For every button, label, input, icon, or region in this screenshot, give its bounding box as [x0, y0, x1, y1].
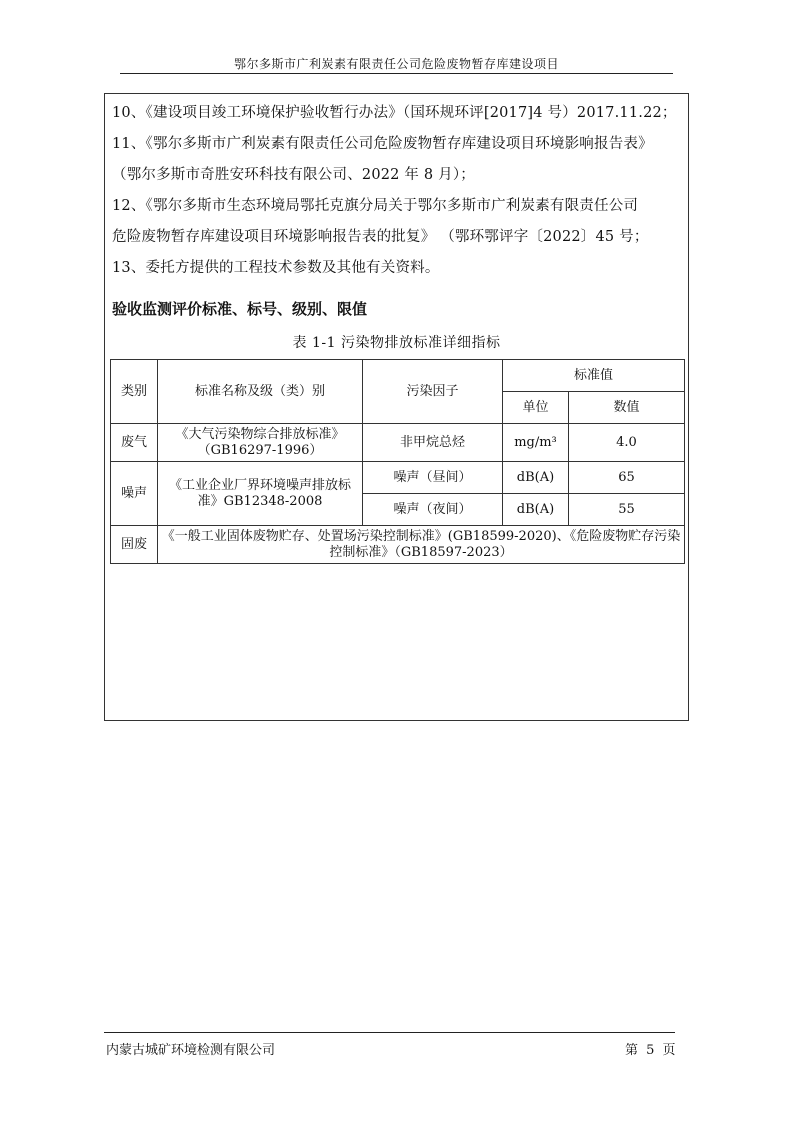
header-limit: 标准值	[503, 360, 685, 392]
footer-divider	[104, 1032, 675, 1033]
footer-company: 内蒙古城矿环境检测有限公司	[106, 1043, 276, 1058]
reference-item: 12、《鄂尔多斯市生态环境局鄂托克旗分局关于鄂尔多斯市广利炭素有限责任公司	[112, 198, 639, 214]
header-value: 数值	[569, 392, 685, 424]
header-unit: 单位	[503, 392, 569, 424]
cell-standard: 《大气污染物综合排放标准》（GB16297-1996）	[158, 424, 363, 462]
table-row	[111, 526, 685, 564]
cell-unit: dB(A)	[503, 494, 569, 526]
reference-item: 危险废物暂存库建设项目环境影响报告表的批复》 （鄂环鄂评字〔2022〕45 号；	[112, 229, 649, 245]
section-title: 验收监测评价标准、标号、级别、限值	[112, 300, 368, 318]
cell-category: 废气	[111, 424, 158, 462]
table-caption: 表 1-1 污染物排放标准详细指标	[292, 335, 501, 351]
table-row	[111, 462, 685, 494]
reference-item: 10、《建设项目竣工环境保护验收暂行办法》（国环规环评[2017]4 号）2017.11.22；	[112, 105, 677, 121]
cell-factor: 非甲烷总烃	[363, 424, 503, 462]
reference-list	[112, 98, 684, 284]
emission-standards-table	[110, 359, 685, 564]
header-category: 类别	[111, 360, 158, 424]
cell-standard: 《工业企业厂界环境噪声排放标准》GB12348-2008	[158, 462, 363, 526]
cell-value: 65	[569, 462, 685, 494]
reference-item: 11、《鄂尔多斯市广利炭素有限责任公司危险废物暂存库建设项目环境影响报告表》	[112, 136, 653, 152]
reference-item: 13、委托方提供的工程技术参数及其他有关资料。	[112, 260, 440, 276]
table-header-row	[111, 360, 685, 392]
header-factor: 污染因子	[363, 360, 503, 424]
header-standard: 标准名称及级（类）别	[158, 360, 363, 424]
table-row	[111, 424, 685, 462]
cell-category: 固废	[111, 526, 158, 564]
cell-factor: 噪声（夜间）	[363, 494, 503, 526]
cell-value: 4.0	[569, 424, 685, 462]
cell-unit: mg/m³	[503, 424, 569, 462]
page-number: 第 5 页	[625, 1043, 678, 1058]
cell-factor: 噪声（昼间）	[363, 462, 503, 494]
cell-standard: 《一般工业固体废物贮存、处置场污染控制标准》(GB18599-2020)、《危险废物贮存污染控制标准》（GB18597-2023）	[158, 526, 685, 564]
page-header-title: 鄂尔多斯市广利炭素有限责任公司危险废物暂存库建设项目	[233, 57, 559, 71]
reference-item: （鄂尔多斯市奇胜安环科技有限公司、2022 年 8 月）；	[112, 167, 476, 183]
cell-unit: dB(A)	[503, 462, 569, 494]
header-divider	[120, 73, 673, 74]
cell-category: 噪声	[111, 462, 158, 526]
cell-value: 55	[569, 494, 685, 526]
